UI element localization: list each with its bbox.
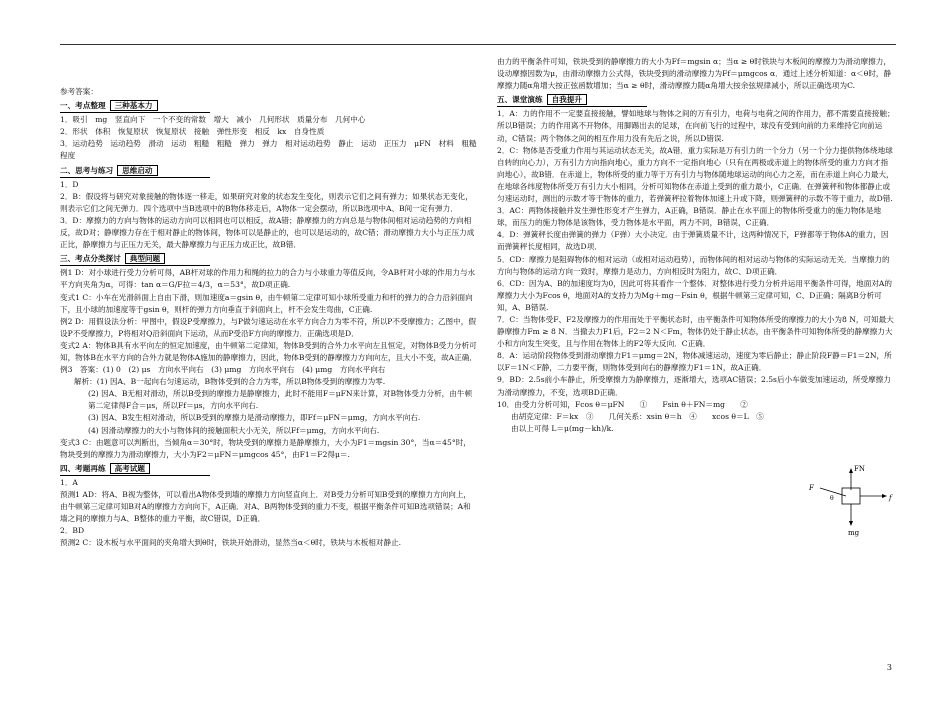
answer-paragraph: (2) 因A、B无相对滑动，所以B受到的摩擦力是静摩擦力，此时不能用F＝μFN来计算，对B物体受力分析，由牛顿第二定律得F合＝μs，所以Ff＝μs，方向水平向右. <box>88 389 473 411</box>
answer-paragraph: 解析：(1) 因A、B一起向右匀速运动，B物体受到的合力为零，所以B物体受到的摩擦力为零. <box>74 377 386 387</box>
answer-paragraph: 8．A：运动阶段物体受到滑动摩擦力F1＝μmg＝2N，物体减速运动，速度为零后静止；静止阶段F静＝F1＝2N，所以F＝1N＜F静，二力要平衡，则物体受到向右的静摩擦力F1＝1N，故A正确． <box>497 351 892 373</box>
section-heading <box>497 94 647 107</box>
section-heading <box>60 463 210 476</box>
right-column <box>497 56 895 435</box>
friction-label: f <box>889 494 892 502</box>
answer-paragraph: 2．B：假设将与研究对象接触的物体逐一移走，如果研究对象的状态发生变化，则表示它们之间有弹力；如果状态无变化，则表示它们之间无弹力．四个选项中当B选项中的B物体移走后，A物体一定会摆动，所以B选项中A、B间一定有弹力． <box>60 191 473 213</box>
answer-paragraph: 参考答案： <box>60 87 98 96</box>
section-title: 一、考点整理 <box>60 101 106 111</box>
answer-paragraph: 3．运动趋势 运动趋势 滑动 运动 粗糙 粗糙 弹力 弹力 相对运动趋势 静止 运动 正压力 μFN 材料 粗糙程度 <box>60 139 477 161</box>
section-box-label: 高考试题 <box>110 463 150 474</box>
answer-paragraph: 由以上可得 L＝μ(mg－kh)/k. <box>511 423 614 433</box>
answer-paragraph: 7．C：当物体受F、F2及摩擦力的作用而处于平衡状态时，由平衡条件可知物体所受的摩擦力的大小为8 N，可知最大静摩擦力Fm ≥ 8 N．当撤去力F1后，F2＝2 N＜Fm，物体仍处于静止状态，由平衡条件可知物体所受的静摩擦力大小和方向发生突变，且与作用在物体上的F2等大反向．C正确． <box>497 314 894 349</box>
section-heading <box>60 165 210 178</box>
answer-paragraph: 1．A <box>60 477 78 487</box>
section-box-label: 典型问题 <box>125 253 165 264</box>
answer-paragraph: 3．AC：两物体接触并发生弹性形变才产生弹力，A正确，B错误．静止在水平面上的物体所受重力的施力物体是地球，而压力的施力物体是该物体，受力物体是水平面，两力不同，B错误，C正确． <box>497 206 882 228</box>
answer-paragraph: 例1 D：对小球进行受力分析可得，AB杆对球的作用力和绳的拉力的合力与小球重力等值反向，令AB杆对小球的作用力与水平方向夹角为α，可得：tan α＝G/F拉＝4/3，α＝53°，故D项正确. <box>60 268 476 290</box>
answer-paragraph: 预测2 C：设木板与水平面间的夹角增大到θ时，铁块开始滑动，显然当α＜θ时，铁块与木板相对静止. <box>60 538 402 548</box>
answer-paragraph: 例3 答案：(1) 0 (2) μs 方向水平向右 (3) μmg 方向水平向右 (4) μmg 方向水平向右 <box>60 365 386 375</box>
answer-paragraph: 变式1 C：小车在光滑斜面上自由下滑，则加速度a＝gsin θ，由牛顿第二定律可知小球所受重力和杆的弹力的合力沿斜面向下，且小球的加速度等于gsin θ，则杆的弹力方向垂直于斜面向上，杆不会发生弯曲，C正确. <box>60 292 473 314</box>
answer-paragraph: 9．BD：2.5s前小车静止，所受摩擦力为静摩擦力，逐渐增大，选项AC错误；2.5s后小车做变加速运动，所受摩擦力为滑动摩擦力，不变，选项BD正确． <box>497 375 891 397</box>
force-diagram <box>806 460 896 540</box>
section-box-label: 自我提升 <box>547 94 587 105</box>
section-title: 四、考题再练 <box>60 463 106 473</box>
answer-paragraph: 例2 D：用假设法分析：甲图中，假设P受摩擦力，与P做匀速运动在水平方向合力为零不符，所以P不受摩擦力；乙图中，假设P不受摩擦力，P将相对Q沿斜面向下运动，从而P受沿F方向的摩擦力．正确选项是D． <box>60 316 476 338</box>
answer-paragraph: (3) 因A、B发生相对滑动，所以B受到的摩擦力是滑动摩擦力，即Ff＝μFN＝μmg，方向水平向右. <box>88 413 421 423</box>
section-title: 三、考点分类探讨 <box>60 254 121 264</box>
section-title: 二、思考与练习 <box>60 165 114 175</box>
answer-paragraph: 2．形状 体积 恢复原状 恢复原状 接触 弹性形变 相反 kx 自身性质 <box>60 127 325 137</box>
answer-paragraph: (4) 因滑动摩擦力的大小与物体间的接触面积大小无关，所以Ff＝μmg，方向水平向右. <box>88 425 380 435</box>
page-number: 3 <box>886 663 892 672</box>
answer-paragraph: 10．由受力分析可知，Fcos θ＝μFN ① Fsin θ＋FN＝mg ② <box>497 399 748 409</box>
fn-label: FN <box>854 465 865 473</box>
f-label: F <box>809 484 814 492</box>
answer-paragraph: 由力的平衡条件可知，铁块受到的静摩擦力的大小为Ff＝mgsin α；当α ≥ θ时铁块与木板间的摩擦力为滑动摩擦力，设动摩擦因数为μ，由滑动摩擦力公式得，铁块受到的滑动摩擦力为Ff＝μmgcos α．通过上述分析知道：α＜θ时，静摩擦力随α角增大按正弦函数增加；当α ≥ θ时，滑动摩擦力随α角增大按余弦规律减小，所以正确选项为C. <box>497 57 892 91</box>
answer-paragraph: 预测1 AD：将A、B视为整体，可以看出A物体受到墙的摩擦力方向竖直向上．对B受力分析可知B受到的摩擦力方向向上，由牛顿第三定律可知B对A的摩擦力方向向下，A正确．对A、B两物体受到的重力不变，根据平衡条件可知B选项错误；A和墙之间的摩擦力与A、B整体的重力平衡，故C错误，D正确． <box>60 490 472 524</box>
top-rule <box>60 44 896 45</box>
left-column <box>60 86 477 549</box>
answer-paragraph: 1．A：力的作用不一定要直接接触，譬如地球与物体之间的万有引力，电荷与电荷之间的作用力，都不需要直接接触；所以B错误；力的作用离不开物体，用脚踢出去的足球，在向前飞行的过程中，球没有受到向前的力来维持它向前运动，C错误；两个物体之间的相互作用力没有先后之说，所以D错误. <box>497 109 895 143</box>
answer-paragraph: 由胡克定律：F＝kx ③ 几何关系：xsin θ＝h ④ xcos θ＝L ⑤ <box>511 411 764 421</box>
section-heading <box>60 253 210 266</box>
section-title: 五、课堂演练 <box>497 95 543 105</box>
mg-label: mg <box>848 529 860 537</box>
section-heading <box>60 100 210 113</box>
answer-paragraph: 4．D：弹簧秤长度由弹簧的弹力（F弹）大小决定．由于弹簧质量不计，这两种情况下，F弹都等于物体A的重力，因而弹簧秤长度相同，故选D项． <box>497 230 889 252</box>
section-box-label: 思维启动 <box>117 165 157 176</box>
answer-paragraph: 变式2 A：物体B具有水平向左的恒定加速度，由牛顿第二定律知，物体B受到的合外力水平向左且恒定，对物体B受力分析可知，物体B在水平方向的合外力就是物体A施加的静摩擦力，因此，物体B受到的静摩擦力方向向左，且大小不变，故A正确． <box>60 340 477 362</box>
answer-paragraph: 3．D：摩擦力的方向与物体的运动方向可以相同也可以相反，故A错；静摩擦力的方向总是与物体间相对运动趋势的方向相反，故D对；静摩擦力存在于相对静止的物体间，物体可以是静止的，也可以是运动的，故C错；滑动摩擦力大小与正压力成正比，静摩擦力与正压力无关，最大静摩擦力与正压力成正比，故B错． <box>60 215 475 250</box>
answer-paragraph: 1．D <box>60 179 79 189</box>
section-box-label: 三种基本力 <box>110 100 158 111</box>
answer-paragraph: 5．CD：摩擦力是阻碍物体的相对运动（或相对运动趋势），而物体间的相对运动与物体的实际运动无关．当摩擦力的方向与物体的运动方向一致时，摩擦力是动力，方向相反时为阻力，故C、D项正确． <box>497 254 890 276</box>
answer-paragraph: 变式3 C：由题意可以判断出，当倾角α＝30°时，物块受到的摩擦力是静摩擦力，大小为F1＝mgsin 30°，当α＝45°时，物块受到的摩擦力为滑动摩擦力，大小为F2＝μFN＝μmgcos 45°，由F1＝F2得μ＝. <box>60 437 471 459</box>
theta-label: θ <box>830 495 834 502</box>
answer-paragraph: 2．C：物体是否受重力作用与其运动状态无关，故A错．重力实际是万有引力的一个分力（另一个分力提供物体绕地球自转的向心力），万有引力方向指向地心，重力方向不一定指向地心（只有在两极或赤道上的物体所受的重力方向才指向地心），故B错．在赤道上，物体所受的重力等于万有引力与物体随地球运动的向心力之差，而在赤道上向心力最大，在地球各纬度物体所受万有引力大小相同，分析可知物体在赤道上受到的重力最小，C正确．在弹簧秤和物体都静止或匀速运动时，测出的示数才等于物体的重力，若弹簧秤拉着物体加速上升或下降，则弹簧秤的示数不等于重力，故D错. <box>497 145 894 204</box>
answer-paragraph: 6．CD：因为A、B的加速度均为0，因此可将其看作一个整体．对整体进行受力分析并运用平衡条件可得，地面对A的摩擦力大小为Fcos θ，地面对A的支持力为Mg＋mg－Fsin θ，根据牛顿第三定律可知，C、D正确；隔离B分析可知，A、B错误. <box>497 278 893 312</box>
answer-paragraph: 1．吸引 mg 竖直向下 一个不变的常数 增大 减小 几何形状 质量分布 几何中心 <box>60 115 366 125</box>
answer-paragraph: 2．BD <box>60 526 85 536</box>
